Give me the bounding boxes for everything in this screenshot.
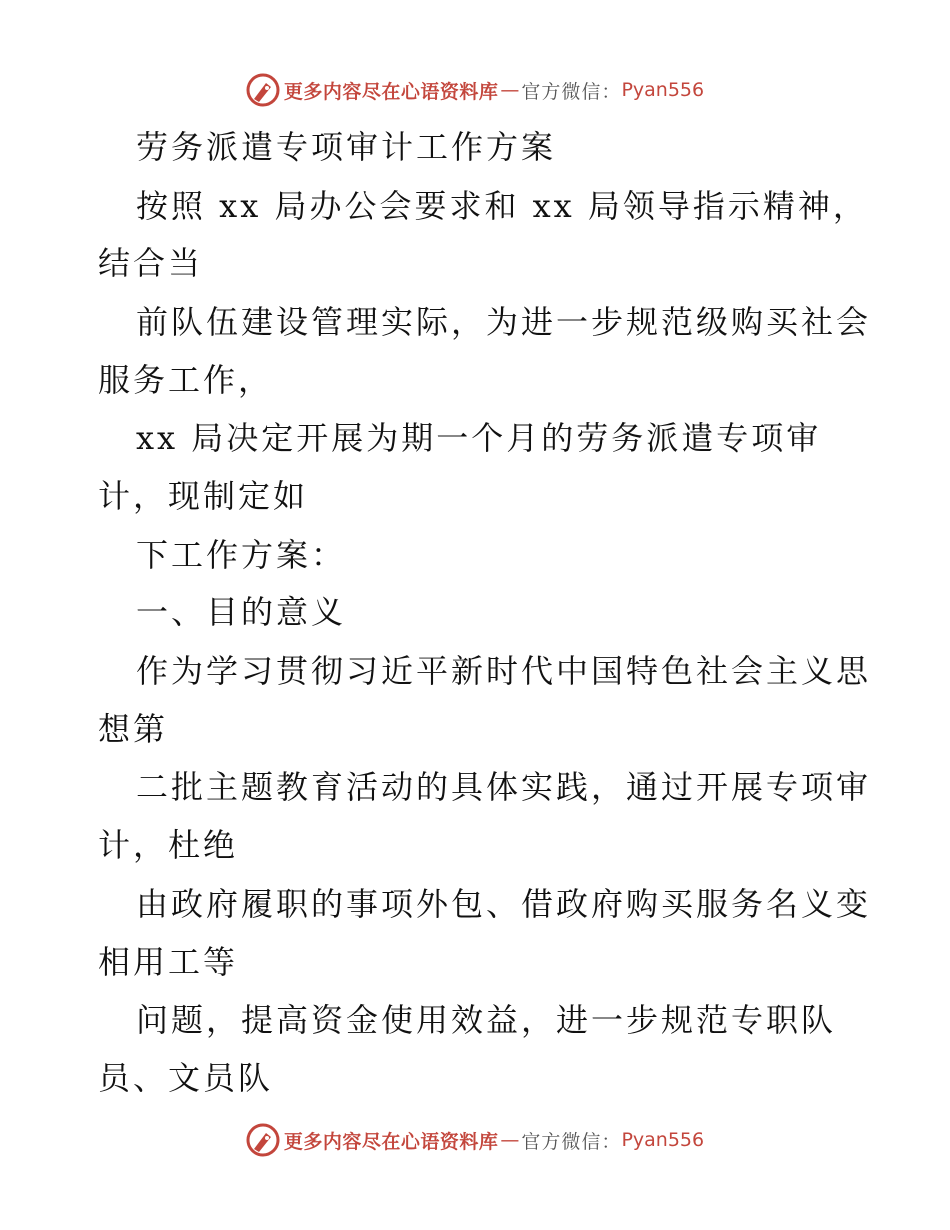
paragraph-line: 按照 xx 局办公会要求和 xx 局领导指示精神， <box>136 187 868 225</box>
paragraph-line: xx 局决定开展为期一个月的劳务派遣专项审 <box>136 419 822 457</box>
section-heading: 一、目的意义 <box>136 593 347 631</box>
paragraph-line: 下工作方案： <box>136 536 347 574</box>
paragraph-line: 服务工作， <box>98 361 274 399</box>
footer-watermark <box>0 1120 950 1160</box>
watermark-wechat-label: 官方微信： <box>521 80 622 103</box>
paragraph-line: 问题，提高资金使用效益，进一步规范专职队 <box>136 1001 837 1039</box>
watermark-wechat-id: Pyan556 <box>621 79 705 101</box>
watermark-dash: — <box>500 1129 520 1151</box>
paragraph-line: 前队伍建设管理实际，为进一步规范级购买社会 <box>136 303 872 341</box>
paragraph-line: 员、文员队 <box>98 1059 274 1097</box>
pen-logo-icon <box>246 1123 280 1157</box>
paragraph-line: 作为学习贯彻习近平新时代中国特色社会主义思 <box>136 652 872 690</box>
paragraph-line: 相用工等 <box>98 943 239 981</box>
watermark-main-text: 更多内容尽在心语资料库 <box>283 1130 499 1153</box>
paragraph-line: 结合当 <box>98 244 204 282</box>
watermark-dash: — <box>500 79 520 101</box>
paragraph-line: 计，杜绝 <box>98 826 239 864</box>
watermark-main-text: 更多内容尽在心语资料库 <box>283 80 499 103</box>
paragraph-line: 由政府履职的事项外包、借政府购买服务名义变 <box>136 885 872 923</box>
paragraph-line: 计，现制定如 <box>98 477 309 515</box>
watermark-wechat-label: 官方微信： <box>521 1130 622 1153</box>
paragraph-line: 想第 <box>98 710 169 748</box>
document-title: 劳务派遣专项审计工作方案 <box>136 128 557 166</box>
watermark-wechat-id: Pyan556 <box>621 1129 705 1151</box>
paragraph-line: 二批主题教育活动的具体实践，通过开展专项审 <box>136 768 872 806</box>
